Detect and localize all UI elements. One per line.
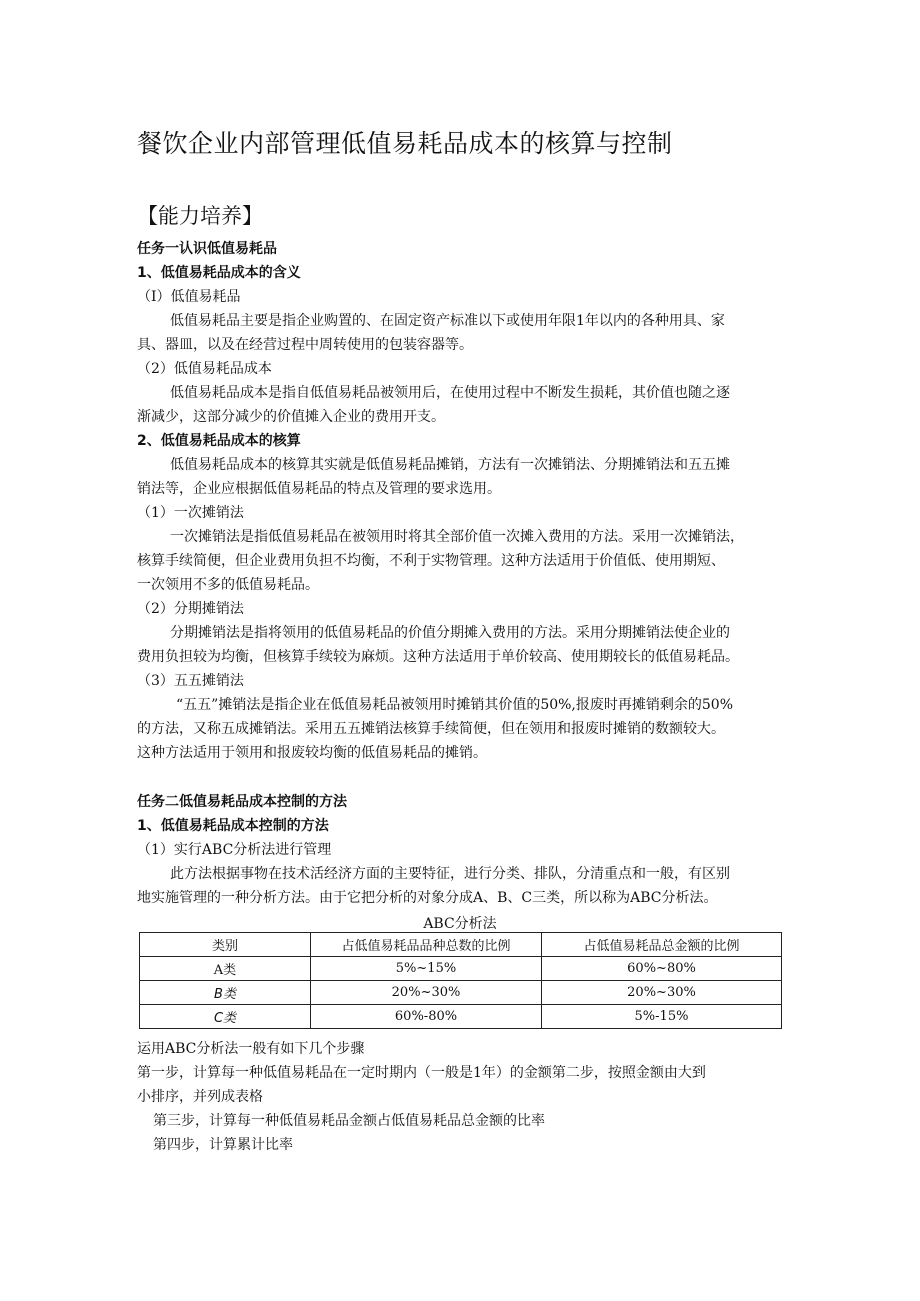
document-title: 餐饮企业内部管理低值易耗品成本的核算与控制 [137,129,673,158]
item-heading: （I）低值易耗品 [137,289,241,305]
paragraph-line: 第三步，计算每一种低值易耗品金额占低值易耗品总金额的比率 [153,1113,545,1129]
subsection-heading: 2、低值易耗品成本的核算 [137,433,301,449]
paragraph-line: 一次摊销法是指低值易耗品在被领用时将其全部价值一次摊入费用的方法。采用一次摊销法， [170,529,744,545]
paragraph-line: 第一步，计算每一种低值易耗品在一定时期内（一般是1年）的金额第二步，按照金额由大到 [137,1065,706,1081]
item-heading: （1）实行ABC分析法进行管理 [137,842,332,858]
table-cell: B类 [140,981,311,1005]
paragraph-line: 的方法，又称五成摊销法。采用五五摊销法核算手续简便，但在领用和报废时摊销的数额较大。 [137,721,725,737]
task2-heading: 任务二低值易耗品成本控制的方法 [137,794,347,810]
paragraph-line: 低值易耗品成本的核算其实就是低值易耗品摊销，方法有一次摊销法、分期摊销法和五五摊 [170,457,730,473]
table-row [140,957,782,981]
table-header-cell: 占低值易耗品品种总数的比例 [311,933,542,957]
paragraph-line: 费用负担较为均衡，但核算手续较为麻烦。这种方法适用于单价较高、使用期较长的低值易耗品。 [137,649,739,665]
table-cell: 20%~30% [542,981,782,1005]
task1-heading: 任务一认识低值易耗品 [137,241,277,257]
item-heading: （3）五五摊销法 [137,673,244,689]
subsection-heading: 1、低值易耗品成本控制的方法 [137,818,329,834]
paragraph-line: 一次领用不多的低值易耗品。 [137,577,319,593]
subsection-heading: 1、低值易耗品成本的含义 [137,265,301,281]
item-heading: （2）分期摊销法 [137,601,244,617]
table-cell: 20%~30% [311,981,542,1005]
paragraph-line: 此方法根据事物在技术活经济方面的主要特征，进行分类、排队，分清重点和一般，有区别 [170,866,730,882]
table-cell: A类 [140,957,311,981]
paragraph-line: 这种方法适用于领用和报废较均衡的低值易耗品的摊销。 [137,745,487,761]
paragraph-line: 第四步，计算累计比率 [153,1137,293,1153]
table-header-cell: 占低值易耗品总金额的比例 [542,933,782,957]
item-heading: （2）低值易耗品成本 [137,361,272,377]
table-cell: 5%~15% [311,957,542,981]
paragraph-line: “五五”摊销法是指企业在低值易耗品被领用时摊销其价值的50%,报废时再摊销剩余的50% [176,697,733,713]
paragraph-line: 运用ABC分析法一般有如下几个步骤 [137,1041,365,1057]
table-cell: C类 [140,1005,311,1029]
paragraph-line: 低值易耗品主要是指企业购置的、在固定资产标准以下或使用年限1年以内的各种用具、家 [170,313,725,329]
table-row [140,1005,782,1029]
paragraph-line: 地实施管理的一种分析方法。由于它把分析的对象分成A、B、C三类，所以称为ABC分析法。 [137,890,718,906]
paragraph-line: 小排序，并列成表格 [137,1089,263,1105]
section-heading: 【能力培养】 [137,204,263,228]
paragraph-line: 低值易耗品成本是指自低值易耗品被领用后，在使用过程中不断发生损耗，其价值也随之逐 [170,385,730,401]
table-header-row [140,933,782,957]
paragraph-line: 销法等，企业应根据低值易耗品的特点及管理的要求选用。 [137,481,501,497]
abc-table [139,932,782,1029]
table-cell: 5%-15% [542,1005,782,1029]
table-caption: ABC分析法 [423,916,497,932]
paragraph-line: 具、器皿，以及在经营过程中周转使用的包装容器等。 [137,337,473,353]
table-row [140,981,782,1005]
table-cell: 60%~80% [542,957,782,981]
table-header-cell: 类别 [140,933,311,957]
paragraph-line: 核算手续简便，但企业费用负担不均衡，不利于实物管理。这种方法适用于价值低、使用期短、 [137,553,725,569]
item-heading: （1）一次摊销法 [137,505,244,521]
paragraph-line: 渐减少，这部分减少的价值摊入企业的费用开支。 [137,409,445,425]
paragraph-line: 分期摊销法是指将领用的低值易耗品的价值分期摊入费用的方法。采用分期摊销法使企业的 [170,625,730,641]
table-cell: 60%-80% [311,1005,542,1029]
